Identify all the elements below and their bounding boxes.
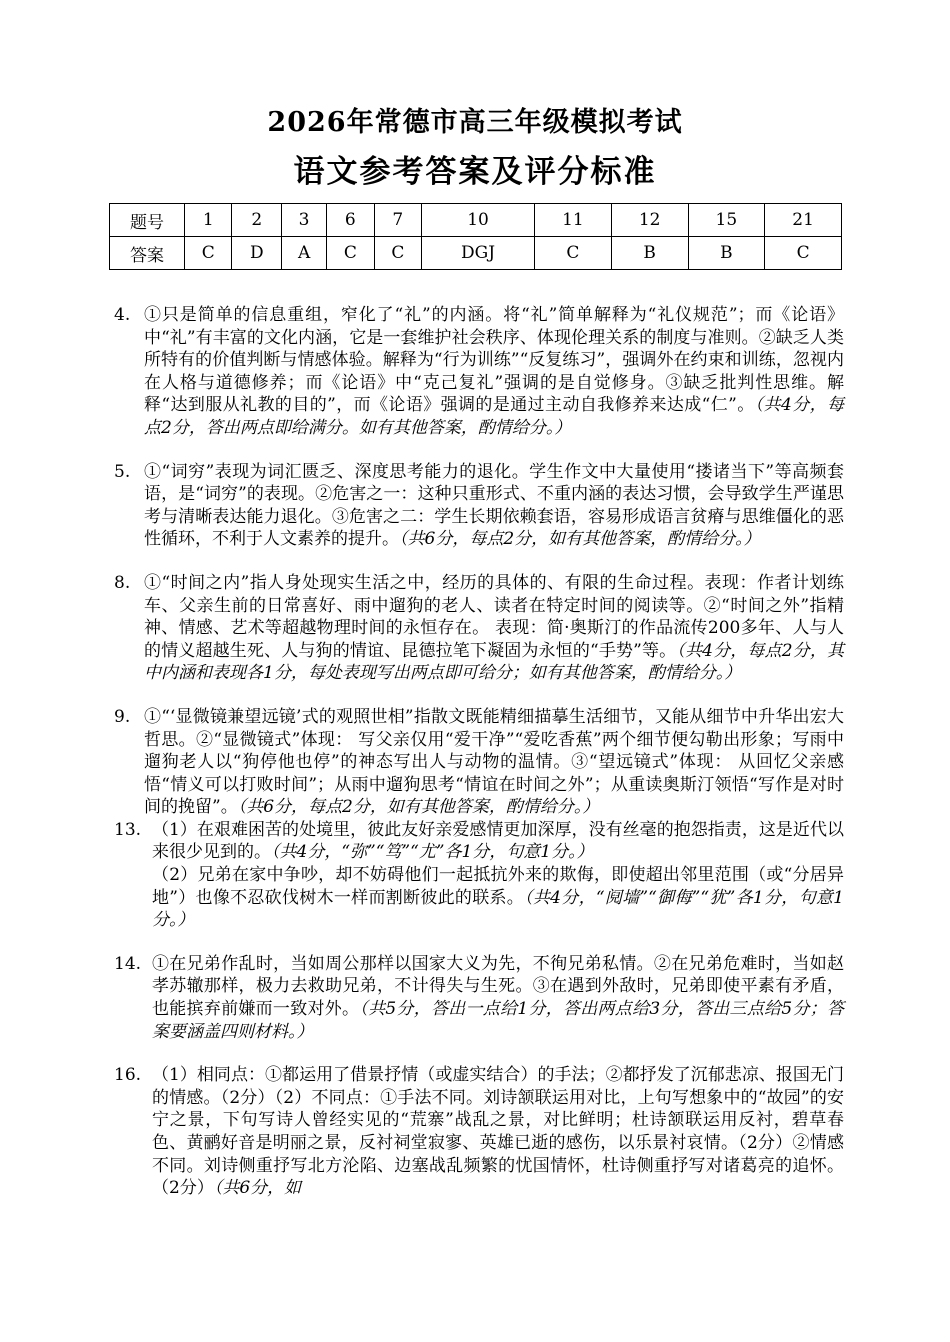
answer-item-5 <box>114 461 844 551</box>
question-number-cell: 12 <box>611 204 688 237</box>
scoring-note-2: （共4分，“阋墙”“御侮”“犹”各1分，句意1分。） <box>152 887 844 931</box>
answer-row <box>110 237 842 270</box>
answer-cell: C <box>535 237 612 270</box>
answer-cell: A <box>282 237 327 270</box>
answer-cell: C <box>374 237 421 270</box>
answer-table <box>109 203 842 270</box>
question-number-cell: 2 <box>232 204 282 237</box>
scoring-note: （共6分，如 <box>213 1178 302 1199</box>
item-number: 5. <box>114 461 131 482</box>
question-number-cell: 21 <box>765 204 842 237</box>
item-number: 9. <box>114 706 131 727</box>
answer-item-13 <box>114 819 844 932</box>
question-number-cell: 7 <box>374 204 421 237</box>
question-number-cell: 10 <box>422 204 535 237</box>
scoring-note: （共4分，每点2分，其中内涵和表现各1分，每处表现写出两点即可给分；如有其他答案，酌情给分。） <box>144 640 844 684</box>
item-number: 4. <box>114 305 131 325</box>
answer-item-8 <box>114 572 844 685</box>
question-number-cell: 6 <box>327 204 374 237</box>
item-answer-text: ①“时间之内”指人身处现实生活之中，经历的具体的、有限的生命过程。表现：作者计划练车、父亲生前的日常喜好、雨中遛狗的老人、读者在特定时间的阅读等。②“时间之外”指精神、情感、艺术等超越物理时间的永恒存在。 表现：简·奥斯汀的作品流传200多年、人与人的情义超越生死、人与狗的情谊、昆德拉笔下凝固为永恒的“手势”等。 <box>144 572 844 661</box>
answer-item-9 <box>114 706 844 819</box>
item-answer-text: ①“词穷”表现为词汇匮乏、深度思考能力的退化。学生作文中大量使用“搂诸当下”等高频套语，是“词穷”的表现。②危害之一：这种只重形式、不重内涵的表达习惯，会导致学生严谨思考与清晰表达能力退化。③危害之二：学生长期依赖套语，容易形成语言贫瘠与思维僵化的恶性循环，不利于人文素养的提升。 <box>144 461 844 550</box>
scoring-note: （共5分，答出一点给1分，答出两点给3分，答出三点给5分；答案要涵盖四则材料。） <box>152 999 845 1042</box>
item-answer-text: （1）相同点：①都运用了借景抒情（或虚实结合）的手法；②都抒发了沉郁悲凉、报国无门的情感。（2分）（2）不同点：①手法不同。刘诗颔联运用对比，上句写想象中的“故园”的安宁之景，下句写诗人曾经实见的“荒寨”战乱之景，对比鲜明；杜诗颔联运用反衬，碧草春色、黄鹂好音是明丽之景，反衬祠堂寂寥、英雄已逝的感伤，以乐景衬哀情。（2分）②情感不同。刘诗侧重抒写北方沦陷、边塞战乱频繁的忧国情怀，杜诗侧重抒写对诸葛亮的追怀。（2分） <box>152 1065 844 1199</box>
row-label-question: 题号 <box>110 204 185 237</box>
question-number-cell: 11 <box>535 204 612 237</box>
scoring-note: （共6分，每点2分，如有其他答案，酌情给分。） <box>237 797 600 818</box>
scoring-note: （共6分，每点2分，如有其他答案，酌情给分。） <box>399 529 761 550</box>
answer-cell: C <box>765 237 842 270</box>
item-number: 14. <box>114 953 142 974</box>
question-number-row <box>110 204 842 237</box>
answer-key-subtitle: 语文参考答案及评分标准 <box>293 154 657 190</box>
question-number-cell: 15 <box>688 204 765 237</box>
item-answer-text-2: （2）兄弟在家中争吵，却不妨碍他们一起抵抗外来的欺侮，即使超出邻里范围（或“分居异地”）也像不忍砍伐树木一样而割断彼此的联系。 <box>152 865 844 908</box>
answer-cell: D <box>232 237 282 270</box>
answer-items <box>114 304 844 1221</box>
answer-item-4 <box>114 304 844 440</box>
answer-cell: C <box>185 237 232 270</box>
answer-cell: B <box>611 237 688 270</box>
answer-item-16 <box>114 1064 844 1200</box>
item-answer-text: ①在兄弟作乱时，当如周公那样以国家大义为先，不徇兄弟私情。②在兄弟危难时，当如赵孝苏辙那样，极力去救助兄弟，不计得失与生死。③在遇到外敌时，兄弟即使平素有矛盾，也能摈弃前嫌而一致对外。 <box>152 953 844 1020</box>
answer-cell: DGJ <box>422 237 535 270</box>
scoring-note: （共4分，每点2分，答出两点即给满分。如有其他答案，酌情给分。） <box>144 395 844 438</box>
item-answer-text: ①只是简单的信息重组，窄化了“礼”的内涵。将“礼”简单解释为“礼仪规范”；而《论语》中“礼”有丰富的文化内涵，它是一套维护社会秩序、体现伦理关系的制度与准则。②缺乏人类所特有的价值判断与情感体验。解释为“行为训练”“反复练习”，强调外在约束和训练，忽视内在人格与道德修养；而《论语》中“克己复礼”强调的是自觉修身。③缺乏批判性思维。解释“达到服从礼教的目的”，而《论语》强调的是通过主动自我修养来达成“仁”。 <box>144 305 844 416</box>
question-number-cell: 3 <box>282 204 327 237</box>
scoring-note: （共4分，“弥”“笃”“尤”各1分，句意1分。） <box>271 842 594 863</box>
item-number: 8. <box>114 572 131 593</box>
exam-title: 2026年常德市高三年级模拟考试 <box>267 107 683 138</box>
question-number-cell: 1 <box>185 204 232 237</box>
row-label-answer: 答案 <box>110 237 185 270</box>
item-answer-text: ①“‘显微镜兼望远镜’式的观照世相”指散文既能精细描摹生活细节，又能从细节中升华出宏大哲思。②“显微镜式”体现： 写父亲仅用“爱干净”“爱吃香蕉”两个细节便勾勒出形象；写雨中遛狗老人以“狗停他也停”的神态写出人与动物的温情。③“望远镜式”体现： 从回忆父亲感悟“情义可以打败时间”；从雨中遛狗思考“情谊在时间之外”；从重读奥斯汀领悟“写作是对时间的挽留”。 <box>144 706 844 818</box>
item-number: 13. <box>114 819 142 840</box>
answer-item-14 <box>114 953 844 1043</box>
item-answer-text: （1）在艰难困苦的处境里，彼此友好亲爱感情更加深厚，没有丝毫的抱怨指责，这是近代以来很少见到的。 <box>152 819 844 863</box>
item-number: 16. <box>114 1065 142 1086</box>
answer-cell: C <box>327 237 374 270</box>
answer-cell: B <box>688 237 765 270</box>
